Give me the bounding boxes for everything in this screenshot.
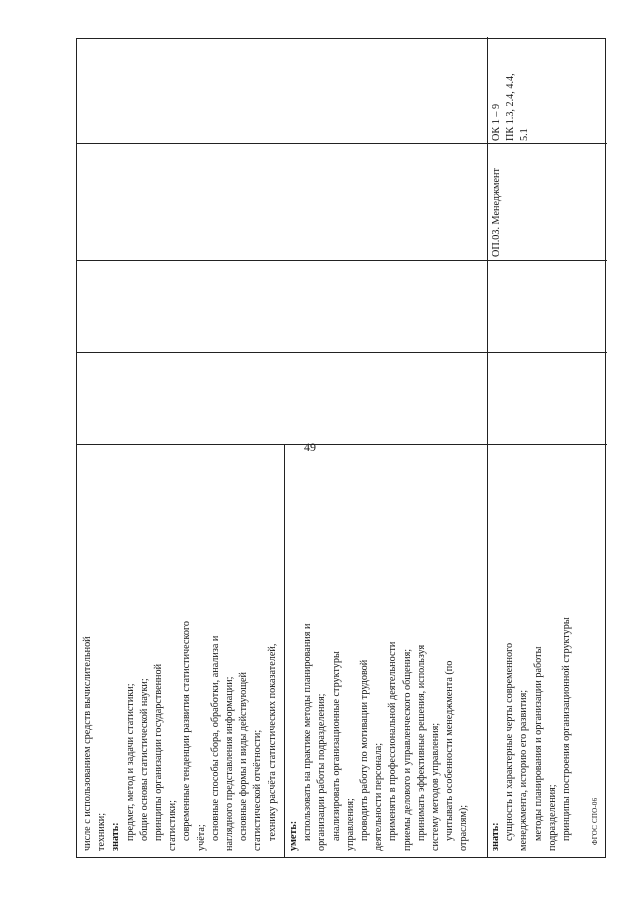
column-separator — [77, 444, 607, 445]
competencies-cell — [490, 39, 550, 141]
management-requirements-cell — [287, 447, 485, 851]
text-line: отраслям); — [458, 804, 470, 851]
competency-line: ПК 1.3, 2.4, 4.4, — [505, 73, 517, 141]
statistics-requirements-cell — [81, 447, 281, 851]
discipline-cell — [490, 147, 520, 257]
column-separator — [77, 352, 607, 353]
text-line: статистической отчётности; — [252, 729, 264, 851]
text-line: техники; — [96, 812, 108, 851]
column-separator — [77, 260, 607, 261]
text-line: использовать на практике методы планирования и — [302, 623, 314, 841]
text-line: числе с использованием средств вычислительной — [82, 636, 93, 851]
column-separator — [77, 143, 607, 144]
text-line: методы планирования и организации работы — [532, 646, 544, 841]
text-line: принимать эффективные решения, используя — [415, 644, 427, 841]
rotated-page — [76, 38, 606, 858]
text-line: технику расчёта статистических показателей, — [266, 643, 278, 841]
know-heading: знать: — [110, 822, 122, 851]
know-heading: знать: — [490, 822, 501, 851]
text-line: принципы организации государственной — [153, 663, 165, 841]
text-line: статистики; — [167, 800, 179, 851]
competency-table — [76, 38, 606, 858]
text-line: учитывать особенности менеджмента (по — [444, 660, 456, 841]
discipline-code: ОП.03. Менеджмент — [491, 168, 502, 257]
text-line: сущность и характерные черты современного — [504, 642, 516, 841]
text-line: проводить работу по мотивации трудовой — [359, 659, 371, 841]
text-line: приемы делового и управленческого общения; — [401, 648, 413, 851]
text-line: деятельности персонала; — [373, 742, 385, 851]
text-line — [280, 447, 281, 851]
management-knowledge-cell — [489, 447, 605, 851]
text-line: предмет, метод и задачи статистики; — [124, 683, 136, 841]
footer-code: ФГОС СПО-06 — [591, 797, 599, 845]
text-line: основные формы и виды действующей — [238, 671, 250, 841]
text-line: менеджмента, историю его развития; — [518, 689, 530, 851]
text-line: организации работы подразделения; — [316, 693, 328, 851]
text-line: управления; — [344, 798, 356, 851]
text-line: основные способы сбора, обработки, анализа и — [209, 635, 221, 841]
competency-line: ОК 1 – 9 — [491, 103, 502, 141]
text-line: применять в профессиональной деятельности — [387, 641, 399, 841]
text-line: наглядного представления информации; — [224, 676, 236, 851]
text-line: подразделения; — [546, 784, 558, 851]
text-line: учёта; — [195, 824, 207, 851]
competency-line: 5.1 — [519, 128, 531, 141]
can-heading: уметь: — [288, 820, 299, 851]
row-separator — [284, 445, 285, 857]
text-line: анализировать организационные структуры — [330, 651, 342, 841]
row-separator — [487, 37, 488, 857]
page-number: 49 — [304, 440, 316, 454]
text-line: принципы построения организационной структуры — [561, 617, 573, 841]
text-line: систему методов управления; — [430, 722, 442, 851]
text-line: общие основы статистической науки; — [138, 678, 150, 841]
text-line: современные тенденции развития статистического — [181, 620, 193, 841]
